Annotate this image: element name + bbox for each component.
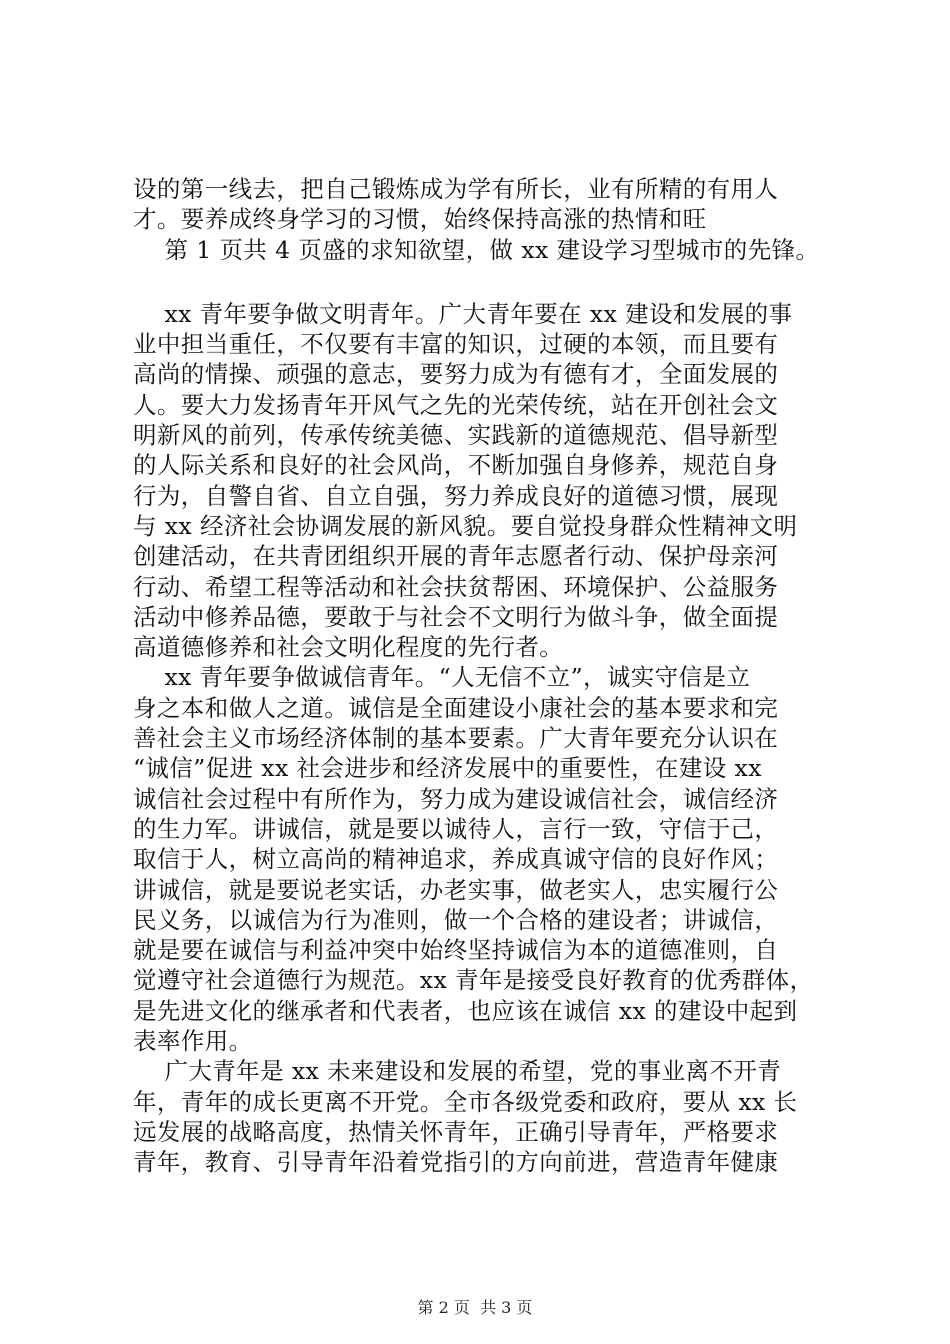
text-line: 的生力军。讲诚信，就是要以诚待人，言行一致，守信于己， xyxy=(133,814,779,843)
text-line: 的人际关系和良好的社会风尚，不断加强自身修养，规范自身 xyxy=(133,451,779,480)
text-line: 创建活动，在共青团组织开展的青年志愿者行动、保护母亲河 xyxy=(133,542,779,571)
text-line: 年，青年的成长更离不开党。全市各级党委和政府，要从 xx 长 xyxy=(133,1087,798,1116)
text-line: 诚信社会过程中有所作为，努力成为建设诚信社会，诚信经济 xyxy=(133,784,779,813)
text-line: xx 青年要争做文明青年。广大青年要在 xx 建设和发展的事 xyxy=(133,299,793,328)
text-line: 讲诚信，就是要说老实话，办老实事，做老实人，忠实履行公 xyxy=(133,875,779,904)
text-line: xx 青年要争做诚信青年。“人无信不立”，诚实守信是立 xyxy=(133,663,751,692)
text-line: 善社会主义市场经济体制的基本要素。广大青年要充分认识在 xyxy=(133,724,779,753)
page-footer: 第 2 页 共 3 页 xyxy=(417,1298,533,1317)
text-line: 与 xx 经济社会协调发展的新风貌。要自觉投身群众性精神文明 xyxy=(133,511,798,540)
text-line: 高尚的情操、顽强的意志，要努力成为有德有才，全面发展的 xyxy=(133,360,779,389)
text-line: 表率作用。 xyxy=(133,1027,253,1056)
text-line: 明新风的前列，传承传统美德、实践新的道德规范、倡导新型 xyxy=(133,421,779,450)
blank-line xyxy=(133,265,833,299)
body-text xyxy=(133,174,833,1178)
text-line: 人。要大力发扬青年开风气之先的光荣传统，站在开创社会文 xyxy=(133,390,779,419)
text-line: 业中担当重任，不仅要有丰富的知识，过硬的本领，而且要有 xyxy=(133,330,779,359)
text-line: 觉遵守社会道德行为规范。xx 青年是接受良好教育的优秀群体， xyxy=(133,966,814,995)
text-line: 行动、希望工程等活动和社会扶贫帮困、环境保护、公益服务 xyxy=(133,572,779,601)
text-line: 高道德修养和社会文明化程度的先行者。 xyxy=(133,633,564,662)
text-line: 身之本和做人之道。诚信是全面建设小康社会的基本要求和完 xyxy=(133,693,779,722)
text-line: 才。要养成终身学习的习惯，始终保持高涨的热情和旺 xyxy=(133,205,707,234)
text-line: 广大青年是 xx 未来建设和发展的希望，党的事业离不开青 xyxy=(133,1057,782,1086)
text-line: 是先进文化的继承者和代表者，也应该在诚信 xx 的建设中起到 xyxy=(133,996,798,1025)
text-line: 民义务，以诚信为行为准则，做一个合格的建设者；讲诚信， xyxy=(133,905,779,934)
text-line: 设的第一线去，把自己锻炼成为学有所长，业有所精的有用人 xyxy=(133,175,779,203)
text-line: 青年，教育、引导青年沿着党指引的方向前进，营造青年健康 xyxy=(133,1148,779,1177)
text-line: 行为，自警自省、自立自强，努力养成良好的道德习惯，展现 xyxy=(133,481,779,510)
text-line: “诚信”促进 xx 社会进步和经济发展中的重要性，在建设 xx xyxy=(133,754,762,783)
text-line: 取信于人，树立高尚的精神追求，养成真诚守信的良好作风； xyxy=(133,845,779,874)
text-line: 就是要在诚信与利益冲突中始终坚持诚信为本的道德准则，自 xyxy=(133,936,779,965)
text-line: 远发展的战略高度，热情关怀青年，正确引导青年，严格要求 xyxy=(133,1117,779,1146)
text-line: 活动中修养品德，要敢于与社会不文明行为做斗争，做全面提 xyxy=(133,602,779,631)
text-line: 第 1 页共 4 页盛的求知欲望，做 xx 建设学习型城市的先锋。 xyxy=(133,235,820,264)
